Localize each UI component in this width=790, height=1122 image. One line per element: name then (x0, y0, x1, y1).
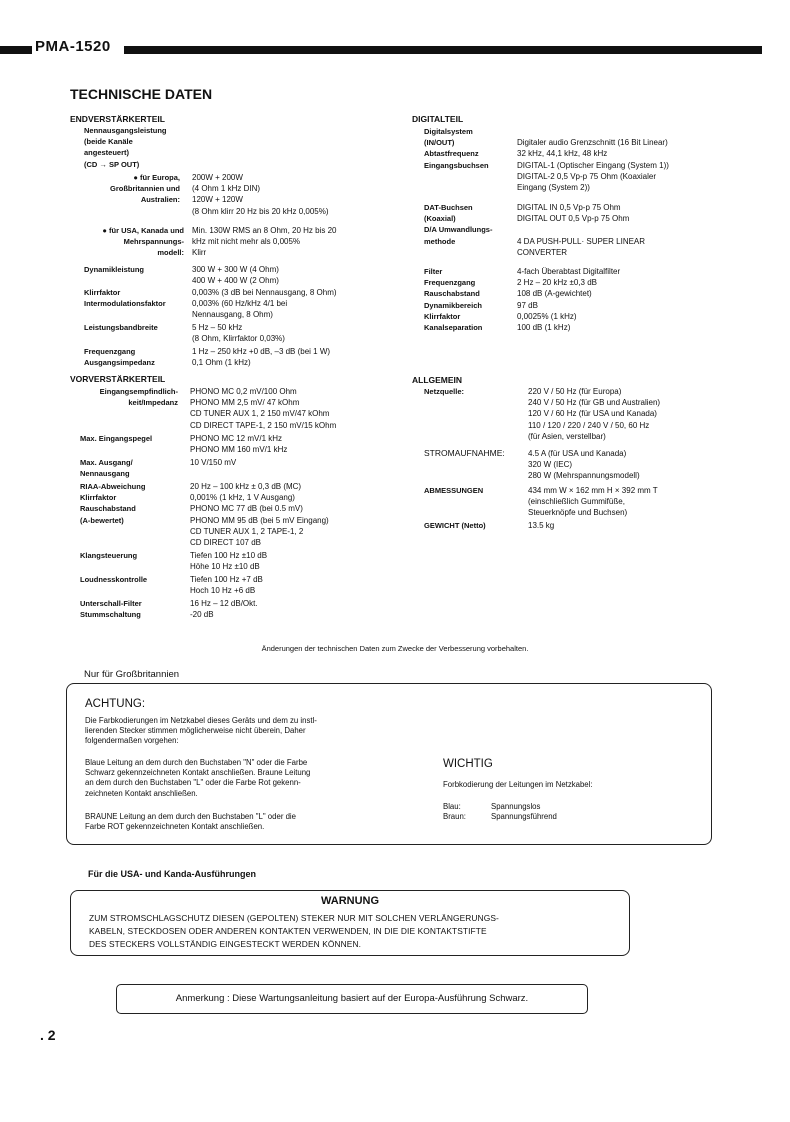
spec-label: Frequenzgang Ausgangsimpedanz (84, 347, 155, 368)
spec-value: 434 mm W × 162 mm H × 392 mm T (einschließlich Gummifüße, Steuerknöpfe und Buchsen) (528, 486, 658, 518)
change-note: Änderungen der technischen Daten zum Zwecke der Verbesserung vorbehalten. (261, 644, 529, 653)
spec-label: STROMAUFNAHME: (424, 448, 505, 458)
spec-label: Max. Eingangspegel (80, 434, 153, 443)
warnung-text: ZUM STROMSCHLAGSCHUTZ DIESEN (GEPOLTEN) STEKER NUR MIT SOLCHEN VERLÄNGERUNGS- KABELN, STECKDOSEN ODER ANDEREN KONTAKTEN VERWENDEN, IN DIE DIE KONTAKTSTIFTE DES STECKERS VOLLSTÄNDIG EINGESTECKT WERDEN KÖNNEN. (89, 913, 499, 949)
spec-label: DAT-Buchsen (Koaxial) D/A Umwandlungs- methode (424, 203, 493, 246)
spec-value: 1 Hz – 250 kHz +0 dB, –3 dB (bei 1 W) 0,1 Ohm (1 kHz) (192, 347, 331, 368)
blau-label: Blau: (443, 802, 461, 811)
braun-instruction-text: BRAUNE Leitung an dem durch den Buchstaben "L" oder die Farbe ROT gekennzeichneten Kontakt anschließen. (85, 812, 296, 832)
blau-value: Spannungslos (491, 802, 541, 811)
blau-instruction-text: Blaue Leitung an dem durch den Buchstaben "N" oder die Farbe Schwarz gekennzeichneten Kontakt anschließen. Braune Leitung an dem durch den Buchstaben "L" oder die Farbe Rot gekenn- zeichneten Kontakt anschließen. (85, 758, 311, 798)
section-heading-allgemein: ALLGEMEIN (412, 375, 463, 385)
spec-label: ● für Europa, Großbritannien und Australien: (110, 173, 180, 205)
achtung-text: Die Farbkodierungen im Netzkabel dieses Geräts und dem zu instl- lierenden Stecker stimmen möglicherweise nicht überein, Daher folgendermaßen vorgehen: (85, 716, 317, 746)
spec-label: Max. Ausgang/ Nennausgang (80, 458, 133, 479)
spec-value: 20 Hz – 100 kHz ± 0,3 dB (MC) 0,001% (1 kHz, 1 V Ausgang) PHONO MC 77 dB (bei 0.5 mV) PHONO MM 95 dB (bei 5 mV Eingang) CD TUNER AUX 1, 2 TAPE-1, 2 CD DIRECT 107 dB (190, 482, 329, 548)
page-title: TECHNISCHE DATEN (70, 86, 213, 102)
spec-value: Min. 130W RMS an 8 Ohm, 20 Hz bis 20 kHz mit nicht mehr als 0,005% Klirr (192, 226, 337, 258)
spec-label: RIAA-Abweichung Klirrfaktor Rauschabstand (A-bewertet) (80, 482, 146, 525)
spec-label: Intermodulationsfaktor (84, 299, 166, 308)
spec-label: Filter Frequenzgang Rauschabstand Dynamikbereich Klirrfaktor Kanalseparation (424, 267, 483, 333)
spec-value: PHONO MC 12 mV/1 kHz PHONO MM 160 mV/1 kHz (190, 434, 288, 455)
spec-label: Unterschall-Filter Stummschaltung (80, 599, 142, 620)
spec-label: Netzquelle: (424, 387, 465, 396)
section-heading-vorverstaerker: VORVERSTÄRKERTEIL (70, 374, 166, 384)
spec-label: Eingangsempfindlich- keit/Impedanz (99, 387, 178, 408)
spec-label: Dynamikleistung (84, 265, 145, 274)
wichtig-title: WICHTIG (443, 758, 493, 770)
model-title: PMA-1520 (35, 38, 111, 55)
spec-value: 300 W + 300 W (4 Ohm) 400 W + 400 W (2 Ohm) (192, 265, 279, 286)
spec-label: Nennausgangsleistung (beide Kanäle angesteuert) (CD → SP OUT) (84, 126, 167, 169)
spec-value: 200W + 200W (4 Ohm 1 kHz DIN) 120W + 120W (8 Ohm klirr 20 Hz bis 20 kHz 0,005%) (192, 173, 329, 216)
achtung-title: ACHTUNG: (85, 698, 146, 710)
spec-value: 4-fach Überabtast Digitalfilter 2 Hz – 20 kHz ±0,3 dB 108 dB (A-gewichtet) 97 dB 0,0025% (1 kHz) 100 dB (1 kHz) (517, 267, 621, 333)
spec-value: 4.5 A (für USA und Kanada) 320 W (IEC) 280 W (Mehrspannungsmodell) (528, 449, 640, 481)
anmerkung-box (116, 984, 588, 1014)
anmerkung-text: Anmerkung : Diese Wartungsanleitung basiert auf der Europa-Ausführung Schwarz. (175, 993, 529, 1004)
uk-heading: Nur für Großbritannien (84, 669, 180, 680)
section-heading-endverstaerker: ENDVERSTÄRKERTEIL (70, 114, 165, 124)
spec-value: Digitaler audio Grenzschnitt (16 Bit Linear) 32 kHz, 44,1 kHz, 48 kHz DIGITAL-1 (Optischer Eingang (System 1)) DIGITAL-2 0,5 Vp-p 75 Ohm (Koaxialer Eingang (System 2)) (517, 138, 669, 193)
spec-label: Klangsteuerung (80, 551, 138, 560)
header-bar-left (0, 46, 32, 54)
spec-label: Leistungsbandbreite (84, 323, 158, 332)
spec-label: Klirrfaktor (84, 288, 121, 297)
spec-value: 10 V/150 mV (190, 458, 237, 467)
spec-value: 220 V / 50 Hz (für Europa) 240 V / 50 Hz (für GB und Australien) 120 V / 60 Hz (für USA und Kanada) 110 / 120 / 220 / 240 V / 50, 60 Hz (für Asien, verstellbar) (528, 387, 661, 441)
spec-label: Digitalsystem (IN/OUT) Abtastfrequenz Eingangsbuchsen (424, 127, 489, 170)
spec-value: Tiefen 100 Hz +7 dB Hoch 10 Hz +6 dB (190, 575, 263, 596)
spec-value: 0,003% (3 dB bei Nennausgang, 8 Ohm) (192, 288, 337, 297)
us-warning-box (70, 890, 630, 956)
spec-value: 0,003% (60 Hz/kHz 4/1 bei Nennausgang, 8 Ohm) (192, 299, 288, 320)
spec-label: ABMESSUNGEN (424, 486, 484, 495)
spec-value: DIGITAL IN 0,5 Vp-p 75 Ohm DIGITAL OUT 0,5 Vp-p 75 Ohm 4 DA PUSH-PULL· SUPER LINEAR CONVERTER (517, 203, 646, 257)
spec-value: 16 Hz – 12 dB/Okt. -20 dB (190, 599, 258, 620)
spec-label: Loudnesskontrolle (80, 575, 148, 584)
spec-value: 13.5 kg (528, 521, 555, 530)
warnung-title: WARNUNG (320, 895, 380, 907)
us-heading: Für die USA- und Kanda-Ausführungen (88, 869, 256, 879)
header-bar-right (124, 46, 762, 54)
wichtig-text: Forbkodierung der Leitungen im Netzkabel: (443, 780, 593, 789)
spec-value: 5 Hz – 50 kHz (8 Ohm, Klirrfaktor 0,03%) (192, 323, 285, 344)
page-number: . 2 (40, 1027, 56, 1043)
spec-value: PHONO MC 0,2 mV/100 Ohm PHONO MM 2,5 mV/ 47 kOhm CD TUNER AUX 1, 2 150 mV/47 kOhm CD DIRECT TAPE-1, 2 150 mV/15 kOhm (190, 387, 337, 430)
braun-label: Braun: (443, 812, 466, 821)
uk-notice-box (66, 683, 712, 845)
spec-label: ● für USA, Kanada und Mehrspannungs- modell: (102, 226, 184, 258)
spec-value: Tiefen 100 Hz ±10 dB Höhe 10 Hz ±10 dB (190, 551, 268, 572)
spec-label: GEWICHT (Netto) (424, 521, 486, 530)
braun-value: Spannungsführend (491, 812, 557, 821)
section-heading-digital: DIGITALTEIL (412, 114, 464, 124)
